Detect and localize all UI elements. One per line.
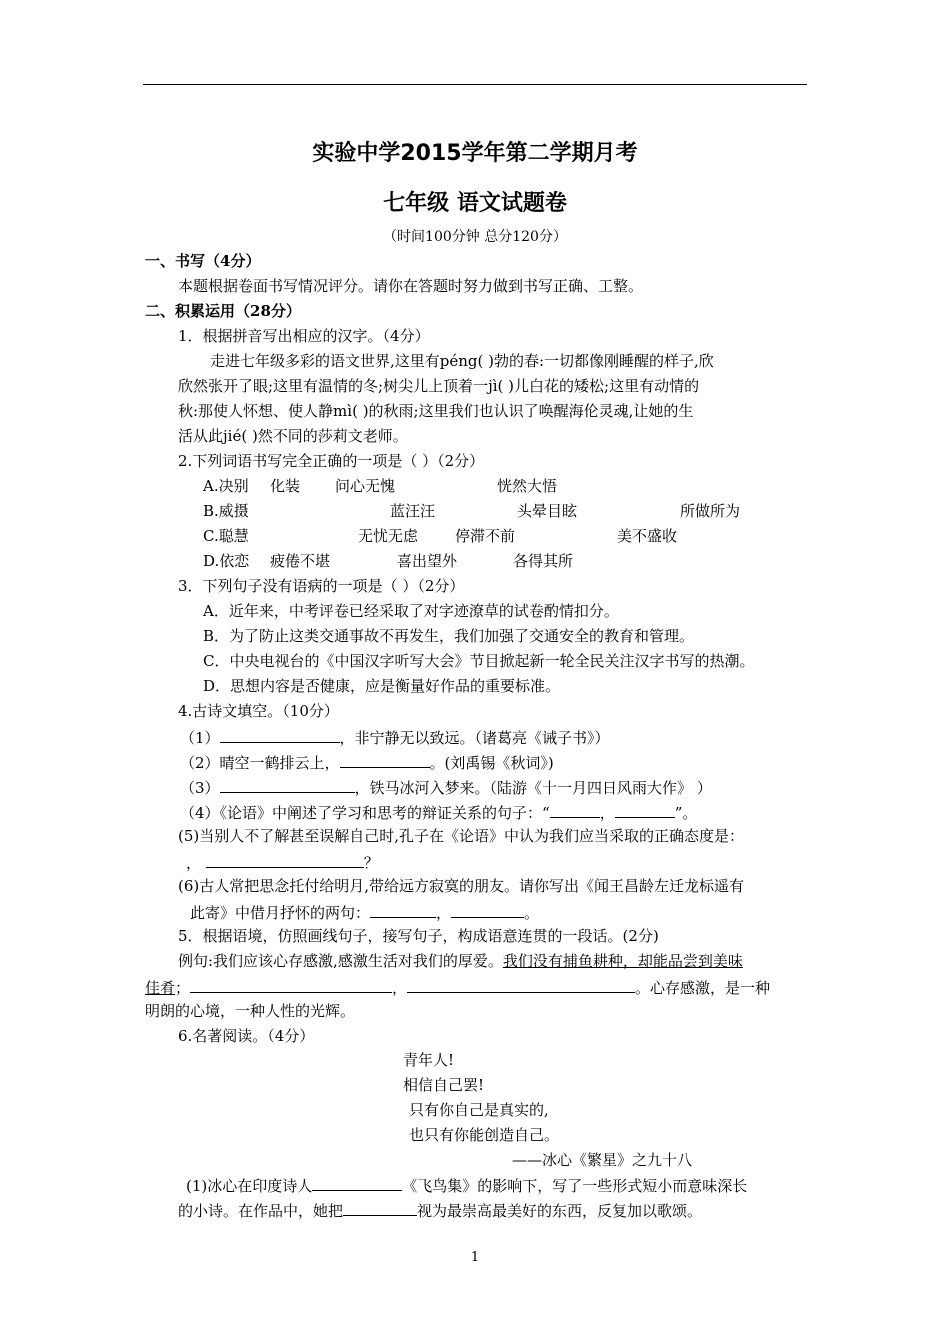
answer-blank[interactable] [190,976,392,993]
q5-line: 佳肴； ， 。心存感激，是一种 [145,976,770,998]
q2-option: D.依恋 [203,552,250,570]
q1-line: 走进七年级多彩的语文世界,这里有péng( )勃的春:一切都像刚睡醒的样子,欣 [210,352,714,370]
answer-blank[interactable] [615,801,675,818]
q5-line: 明朗的心境，一种人性的光辉。 [145,1002,356,1020]
q2-title: 2.下列词语书写完全正确的一项是（ ）（2分） [178,452,485,470]
q2-option: 化装 [270,477,301,495]
q5-line: 例句:我们应该心存感激,感激生活对我们的厚爱。我们没有捕鱼耕种，却能品尝到美味 [178,952,743,970]
q4-item: （4）《论语》中阐述了学习和思考的辩证关系的句子：“ ， ”。 [180,801,697,823]
q2-option: 所做所为 [680,502,741,520]
header-rule [143,84,807,85]
poem-source: ——冰心《繁星》之九十八 [512,1151,693,1169]
answer-blank[interactable] [370,901,436,918]
answer-blank[interactable] [206,851,364,868]
q4-item: （1） ，非宁静无以致远。（诸葛亮《诫子书》） [180,726,610,748]
exam-title: 实验中学2015学年第二学期月考 [312,141,638,166]
underlined-example: 我们没有捕鱼耕种，却能品尝到美味 [502,952,743,970]
answer-blank[interactable] [312,1174,402,1191]
answer-blank[interactable] [220,726,340,743]
poem-line: 只有你自己是真实的, [409,1101,549,1119]
q2-option: B.威摄 [203,502,249,520]
q4-item: （3） ，铁马冰河入梦来。（陆游《十一月四日风雨大作》 ） [180,776,712,798]
q5-title: 5．根据语境，仿照画线句子，接写句子，构成语意连贯的一段话。(2分) [178,927,659,945]
answer-blank[interactable] [340,751,430,768]
q2-option: 各得其所 [513,552,574,570]
answer-blank[interactable] [220,776,355,793]
q4-item: 此寄》中借月抒怀的两句： ， 。 [190,901,539,923]
q3-option: C．中央电视台的《中国汉字听写大会》节目掀起新一轮全民关注汉字书写的热潮。 [203,652,755,670]
q2-option: 恍然大悟 [497,477,558,495]
q4-item: (6)古人常把思念托付给明月,带给远方寂寞的朋友。请你写出《闻王昌龄左迁龙标遥有 [178,877,745,895]
q4-item: (5)当别人不了解甚至误解自己时,孔子在《论语》中认为我们应当采取的正确态度是： [178,827,745,845]
answer-blank[interactable] [407,976,635,993]
poem-line: 相信自己罢! [403,1076,485,1094]
poem-line: 也只有你能创造自己。 [409,1126,560,1144]
answer-blank[interactable] [451,901,524,918]
q3-title: 3．下列句子没有语病的一项是（ ）（2分） [178,577,465,595]
q2-option: 美不盛收 [617,527,678,545]
exam-info: （时间100分钟 总分120分） [383,229,567,245]
q6-title: 6.名著阅读。（4分） [178,1027,315,1045]
answer-blank[interactable] [343,1199,417,1216]
q6-item: (1)冰心在印度诗人 《飞鸟集》的影响下，写了一些形式短小而意味深长 [186,1174,747,1196]
exam-subtitle: 七年级 语文试题卷 [383,191,567,216]
q3-option: B．为了防止这类交通事故不再发生，我们加强了交通安全的教育和管理。 [203,627,695,645]
q2-option: 停滞不前 [455,527,516,545]
q4-title: 4.古诗文填空。（10分） [178,702,339,720]
q2-option: 头晕目眩 [517,502,578,520]
q2-option: 蓝汪汪 [390,502,436,520]
q2-option: 无忧无虑 [358,527,419,545]
q3-option: D．思想内容是否健康，应是衡量好作品的重要标准。 [203,677,561,695]
q6-item: 的小诗。在作品中，她把 视为最崇高最美好的东西，反复加以歌颂。 [178,1199,702,1221]
q1-line: 活从此jié( )然不同的莎莉文老师。 [178,427,408,445]
q2-option: 问心无愧 [335,477,396,495]
q1-line: 秋:那使人怀想、使人静mì( )的秋雨;这里我们也认识了唤醒海伦灵魂,让她的生 [178,402,694,420]
section-1-text: 本题根据卷面书写情况评分。请你在答题时努力做到书写正确、工整。 [178,277,644,295]
page-number: 1 [470,1250,480,1265]
q1-line: 欣然张开了眼;这里有温情的冬;树尖儿上顶着一jì( )儿白花的矮松;这里有动情的 [178,377,700,395]
q4-item: ， ？ [186,851,379,873]
q2-option: A.决别 [203,477,249,495]
section-2-heading: 二、积累运用（28分） [145,302,301,320]
q2-option: 喜出望外 [397,552,458,570]
q1-title: 1．根据拼音写出相应的汉字。（4分） [178,327,430,345]
q2-option: 疲倦不堪 [270,552,331,570]
answer-blank[interactable] [550,801,600,818]
section-1-heading: 一、书写（4分） [145,252,261,270]
poem-line: 青年人! [403,1051,455,1069]
q2-option: C.聪慧 [203,527,249,545]
q3-option: A．近年来，中考评卷已经采取了对字迹潦草的试卷酌情扣分。 [203,602,619,620]
q4-item: （2）晴空一鹤排云上， 。(刘禹锡《秋词》) [180,751,554,773]
